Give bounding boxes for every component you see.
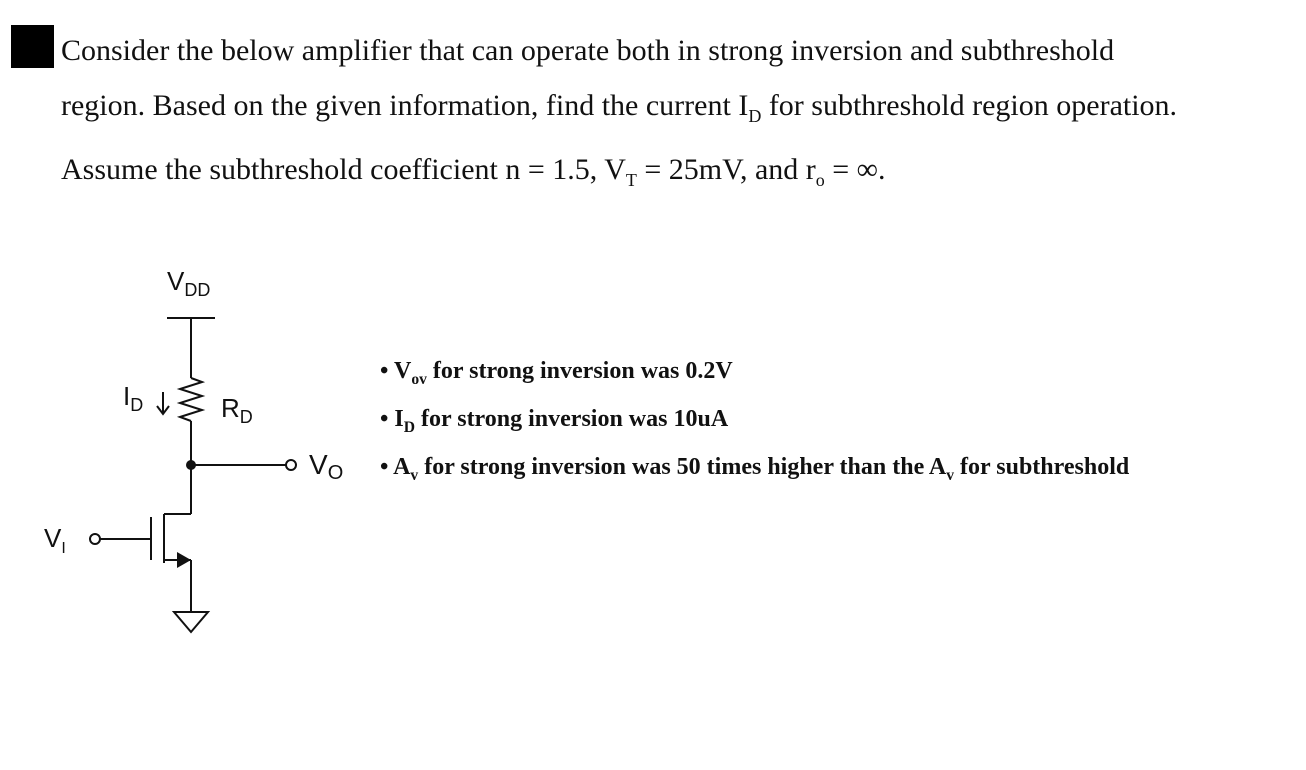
problem-line-2: region. Based on the given information, find the current $I_D$ for subthreshold region operation. (61, 88, 1178, 126)
id-label: $I_D$ (123, 381, 144, 415)
vdd-label: $V_{DD}$ (167, 266, 211, 300)
problem-line-1: Consider the below amplifier that can operate both in strong inversion and subthreshold (61, 34, 1115, 67)
ground-symbol (174, 612, 208, 632)
problem-line-3: Assume the subthreshold coefficient n = 1.5, $V_T = 25mV$, and $r_o$ = ∞. (61, 153, 886, 190)
rd-label: $R_D$ (221, 393, 253, 427)
vi-terminal (90, 534, 100, 544)
vo-label: VO (309, 449, 344, 484)
bullet-vov: • $V_{ov}$ for strong inversion was 0.2V (380, 358, 733, 388)
bullet-av: • $A_v$ for strong inversion was 50 times higher than the $A_v$ for subthreshold (380, 454, 1130, 484)
bullet-id: • $I_D$ for strong inversion was 10uA (380, 406, 729, 436)
vi-label: $V_I$ (44, 523, 66, 557)
nmos-source-arrow (177, 552, 191, 568)
vo-terminal (286, 460, 296, 470)
rd-resistor (180, 378, 202, 421)
